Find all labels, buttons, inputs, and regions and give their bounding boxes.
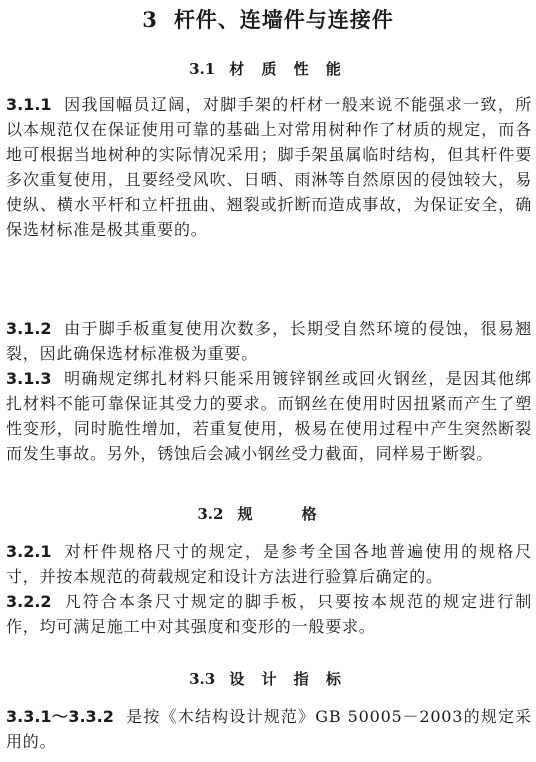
clause-number: 3.2.2 (6, 592, 52, 611)
section-number: 3.1 (189, 60, 216, 78)
clause-3-1-2 (6, 316, 532, 366)
section-title-3-2 (0, 503, 536, 524)
chapter-title (0, 4, 536, 34)
chapter-number: 3 (142, 7, 158, 32)
clause-number: 3.3.1～3.3.2 (6, 707, 114, 726)
clause-number: 3.1.2 (6, 319, 52, 338)
section-number: 3.3 (189, 670, 216, 688)
clause-text: 明确规定绑扎材料只能采用镀锌钢丝或回火钢丝，是因其他绑扎材料不能可靠保证其受力的要求。而钢丝在使用时因扭紧而产生了塑性变形，同时脆性增加，若重复使用，极易在使用过程中产生突然断裂而发生事故。另外，锈蚀后会减小钢丝受力截面，同样易于断裂。 (6, 369, 532, 463)
clause-text: 是按《木结构设计规范》GB 50005－2003的规定采用的。 (6, 707, 532, 751)
clause-text: 因我国幅员辽阔，对脚手架的杆材一般来说不能强求一致，所以本规范仅在保证使用可靠的基础上对常用树种作了材质的规定，而各地可根据当地树种的实际情况采用；脚手架虽属临时结构，但其杆件要多次重复使用，且要经受风吹、日晒、雨淋等自然原因的侵蚀较大，易使纵、横水平杆和立杆扭曲、翘裂或折断而造成事故，为保证安全，确保选材标准是极其重要的。 (6, 95, 532, 239)
clause-3-2-2 (6, 589, 532, 639)
section-title-3-3 (0, 668, 536, 689)
clause-text: 由于脚手板重复使用次数多，长期受自然环境的侵蚀，很易翘裂，因此确保选材标准极为重要。 (6, 319, 532, 363)
clause-number: 3.2.1 (6, 542, 52, 561)
clause-text: 凡符合本条尺寸规定的脚手板，只要按本规范的规定进行制作，均可满足施工中对其强度和变形的一般要求。 (6, 592, 532, 636)
section-title-text: 规 格 (237, 505, 339, 523)
section-title-text: 材 质 性 能 (229, 60, 347, 78)
clause-3-1-3 (6, 366, 532, 466)
clause-number: 3.1.1 (6, 95, 52, 114)
section-title-3-1 (0, 58, 536, 79)
clause-3-1-1 (6, 92, 532, 242)
clause-3-3-1-to-3-3-2 (6, 704, 532, 754)
clause-text: 对杆件规格尺寸的规定，是参考全国各地普遍使用的规格尺寸，并按本规范的荷载规定和设计方法进行验算后确定的。 (6, 542, 532, 586)
clause-3-2-1 (6, 539, 532, 589)
chapter-title-text: 杆件、连墙件与连接件 (173, 7, 394, 32)
section-title-text: 设 计 指 标 (229, 670, 347, 688)
section-number: 3.2 (197, 505, 224, 523)
clause-number: 3.1.3 (6, 369, 52, 388)
